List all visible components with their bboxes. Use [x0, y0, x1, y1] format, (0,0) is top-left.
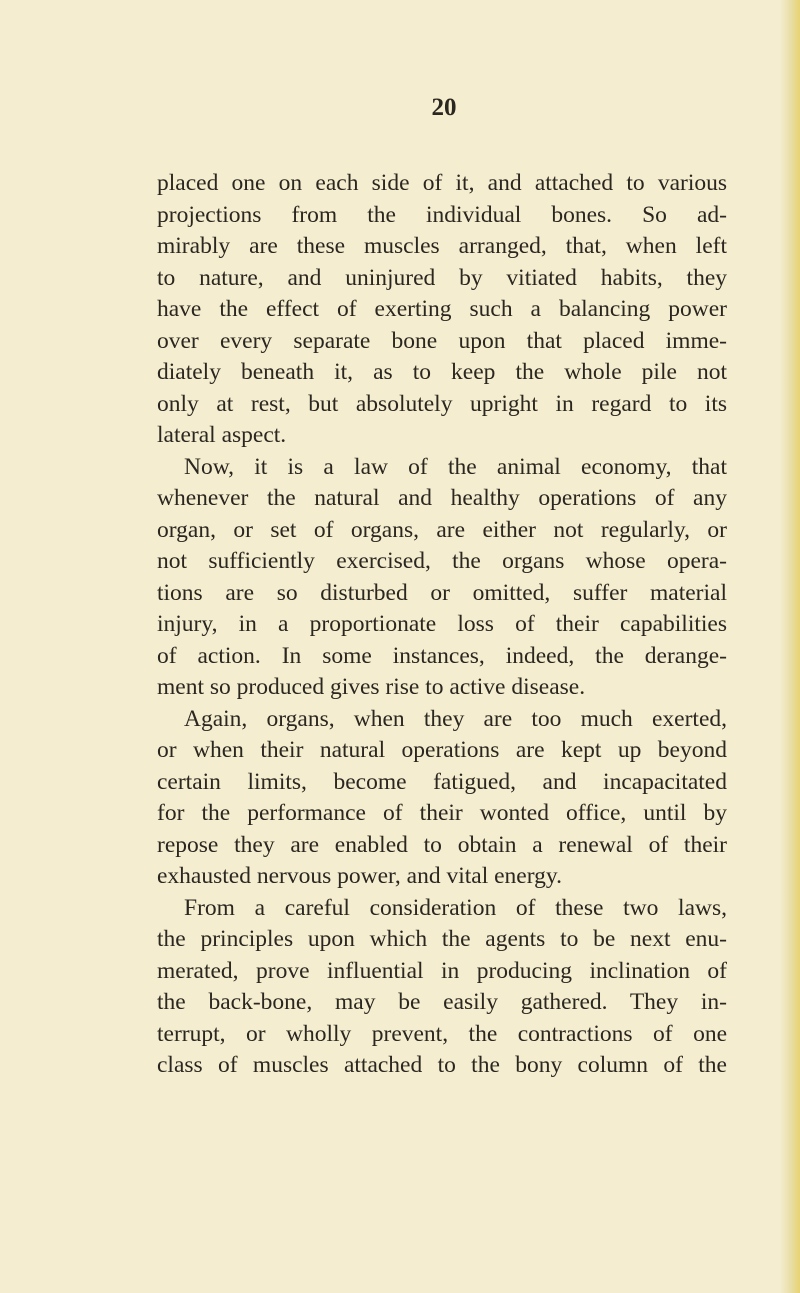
text-line: only at rest, but absolutely upright in regard to its: [157, 390, 727, 417]
paragraph-end-line: exhausted nervous power, and vital energy.: [157, 863, 562, 889]
text-line: whenever the natural and healthy operations of any: [157, 485, 727, 511]
text-line: mirably are these muscles arranged, that, when left: [157, 233, 727, 259]
text-line: over every separate bone upon that placed imme-: [157, 327, 727, 354]
text-line: have the effect of exerting such a balancing power: [157, 296, 727, 322]
page-number: 20: [431, 94, 457, 121]
paragraph-end-line: ment so produced gives rise to active disease.: [157, 674, 586, 700]
text-line: injury, in a proportionate loss of their capabilities: [157, 611, 727, 637]
text-line: to nature, and uninjured by vitiated habits, they: [157, 264, 727, 291]
text-line: for the performance of their wonted office, until by: [157, 800, 727, 826]
text-line: repose they are enabled to obtain a renewal of their: [157, 831, 727, 858]
text-line: the back-bone, may be easily gathered. They in-: [157, 989, 727, 1015]
text-line: diately beneath it, as to keep the whole pile not: [157, 359, 727, 385]
text-line: organ, or set of organs, are either not regularly, or: [157, 516, 727, 543]
text-line: class of muscles attached to the bony column of the: [157, 1052, 727, 1078]
text-line: the principles upon which the agents to be next enu-: [157, 926, 727, 952]
body-text: [157, 168, 727, 1082]
text-line: not sufficiently exercised, the organs whose opera-: [157, 548, 727, 574]
paragraph-start-line: From a careful consideration of these two laws,: [184, 894, 727, 921]
text-line: certain limits, become fatigued, and incapacitated: [157, 768, 727, 795]
text-line: projections from the individual bones. So ad-: [157, 201, 727, 228]
text-line: terrupt, or wholly prevent, the contractions of one: [157, 1020, 727, 1047]
text-line: merated, prove influential in producing inclination of: [157, 957, 727, 984]
paragraph-end-line: lateral aspect.: [157, 422, 287, 448]
paragraph-start-line: Now, it is a law of the animal economy, that: [184, 453, 727, 480]
text-line: of action. In some instances, indeed, the derange-: [157, 642, 727, 669]
paragraph-start-line: Again, organs, when they are too much exerted,: [184, 705, 727, 732]
text-line: tions are so disturbed or omitted, suffer material: [157, 579, 727, 606]
text-line: placed one on each side of it, and attached to various: [157, 170, 727, 196]
text-line: or when their natural operations are kept up beyond: [157, 737, 727, 763]
